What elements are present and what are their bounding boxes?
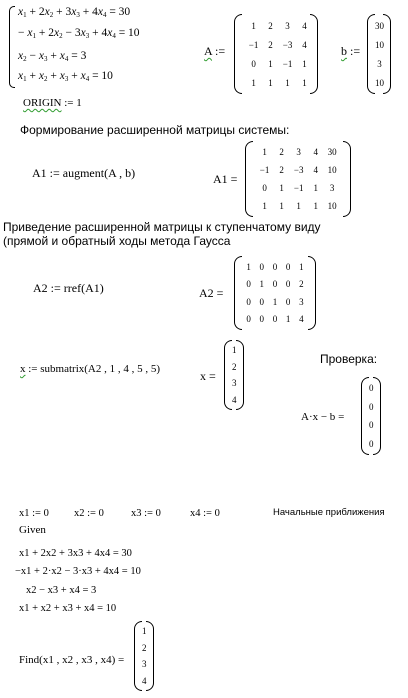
matrix-row	[142, 623, 147, 640]
matrix-cell: 10	[327, 165, 337, 175]
init-x4[interactable]: x4 := 0	[190, 508, 220, 519]
matrix-a[interactable]	[234, 14, 318, 94]
vector-b-name: b	[341, 44, 347, 58]
matrix-cell: 3	[142, 659, 147, 670]
equals-sign: =	[338, 411, 345, 423]
heading-augmented: Формирование расширенной матрицы системы:	[20, 123, 290, 137]
matrix-cell: 1	[262, 201, 267, 211]
matrix-row	[242, 35, 310, 54]
a1-definition[interactable]: A1 := augment(A , b)	[32, 166, 136, 180]
x-result-name: x	[200, 369, 206, 383]
left-paren	[224, 340, 232, 410]
matrix-cell: 3	[299, 296, 304, 307]
matrix-cell: 1	[299, 261, 304, 272]
matrix-cell: 0	[285, 279, 291, 290]
matrix-a1-table	[253, 143, 343, 215]
given-eq-3[interactable]: x2 − x3 + x4 = 3	[26, 585, 97, 596]
left-paren	[234, 14, 242, 94]
system-line-3: $x_2 - x_3 + x_4 = 3$	[18, 50, 87, 63]
check-heading: Проверка:	[320, 352, 378, 366]
right-paren	[310, 14, 318, 94]
matrix-cell: 4	[302, 39, 307, 50]
system-line-2: − $x_1 + 2x_2 - 3x_3 + 4x_4 = 10$	[18, 27, 140, 40]
matrix-cell: 1	[268, 77, 273, 88]
matrix-cell: 0	[251, 58, 256, 69]
check-expression[interactable]	[301, 411, 344, 423]
vector-b[interactable]	[367, 14, 391, 94]
x-name: x	[20, 363, 26, 375]
a2-name: A2	[199, 286, 214, 300]
matrix-cell: 30	[375, 20, 384, 31]
origin-value: 1	[76, 97, 82, 109]
assign-operator: :=	[215, 44, 226, 58]
matrix-row	[375, 73, 384, 92]
right-paren	[343, 141, 351, 217]
right-paren	[146, 621, 154, 691]
left-paren	[361, 377, 369, 455]
right-paren	[236, 340, 244, 410]
matrix-cell: 0	[272, 314, 278, 325]
matrix-cell: 10	[375, 77, 384, 88]
matrix-cell: 4	[232, 394, 237, 405]
vector-b-table	[375, 16, 384, 92]
check-expr: A·x − b	[301, 411, 336, 423]
matrix-row	[253, 143, 343, 161]
matrix-cell: 0	[259, 261, 265, 272]
matrix-cell: −3	[293, 165, 304, 175]
matrix-row	[369, 398, 374, 417]
assign-operator: :=	[64, 97, 74, 109]
matrix-cell: 1	[313, 183, 318, 193]
matrix-cell: 3	[285, 20, 290, 31]
init-x2[interactable]: x2 := 0	[74, 508, 104, 519]
a1-result-label	[213, 172, 237, 187]
given-eq-2[interactable]: −x1 + 2·x2 − 3·x3 + 4x4 = 10	[15, 566, 141, 577]
a1-name: A1	[213, 172, 228, 186]
matrix-row	[242, 293, 308, 311]
matrix-a2-table	[242, 258, 308, 328]
matrix-row	[232, 392, 237, 409]
x-expression: := submatrix(A2 , 1 , 4 , 5 , 5)	[28, 363, 161, 375]
matrix-row	[369, 435, 374, 454]
init-x1[interactable]: x1 := 0	[19, 508, 49, 519]
matrix-cell: 0	[272, 261, 278, 272]
matrix-cell: 3	[329, 183, 335, 193]
matrix-row	[375, 54, 384, 73]
equals-sign: =	[216, 286, 224, 300]
left-paren	[234, 256, 242, 330]
a2-result-label	[199, 286, 223, 301]
matrix-cell: 1	[246, 261, 251, 272]
vector-x-table	[232, 342, 237, 408]
matrix-cell: 3	[296, 147, 301, 157]
matrix-cell: 2	[268, 20, 273, 31]
matrix-cell: 4	[313, 165, 318, 175]
matrix-cell: 4	[313, 147, 318, 157]
matrix-cell: 1	[232, 345, 237, 356]
init-x3[interactable]: x3 := 0	[131, 508, 161, 519]
matrix-row	[375, 35, 384, 54]
matrix-cell: 0	[259, 296, 265, 307]
matrix-cell: 0	[262, 183, 267, 193]
find-table	[142, 623, 147, 689]
check-result-vector[interactable]	[361, 377, 381, 455]
matrix-cell: 1	[285, 314, 291, 325]
x-result-label	[200, 369, 216, 384]
left-paren	[367, 14, 375, 94]
matrix-row	[369, 416, 374, 435]
matrix-cell: 0	[285, 261, 291, 272]
check-table	[369, 379, 374, 453]
matrix-row	[253, 161, 343, 179]
matrix-cell: 1	[279, 201, 284, 211]
matrix-cell: 30	[327, 147, 337, 157]
equals-sign: =	[209, 369, 216, 383]
given-eq-1[interactable]: x1 + 2x2 + 3x3 + 4x4 = 30	[19, 548, 132, 559]
matrix-row	[253, 197, 343, 215]
matrix-row	[242, 73, 310, 92]
matrix-cell: 0	[369, 383, 374, 394]
heading-gauss-line1: Приведение расширенной матрицы к ступенчатому виду	[3, 220, 321, 234]
matrix-cell: 0	[285, 296, 291, 307]
system-line-1: $x_1 + 2x_2 + 3x_3 + 4x_4 = 30$	[18, 6, 131, 19]
find-expression[interactable]: Find(x1 , x2 , x3 , x4) =	[19, 654, 125, 666]
matrix-cell: −1	[282, 58, 293, 69]
given-keyword[interactable]: Given	[19, 524, 46, 536]
matrix-cell: 1	[296, 201, 301, 211]
matrix-cell: 4	[302, 20, 307, 31]
matrix-cell: 1	[313, 201, 318, 211]
matrix-row	[232, 342, 237, 359]
matrix-cell: 1	[262, 147, 267, 157]
matrix-row	[142, 673, 147, 690]
matrix-cell: 2	[279, 165, 284, 175]
matrix-cell: 1	[279, 183, 284, 193]
matrix-cell: 4	[299, 314, 304, 325]
matrix-cell: 0	[246, 296, 251, 307]
origin-name: ORIGIN	[23, 97, 62, 109]
right-paren	[383, 14, 391, 94]
initial-note: Начальные приближения	[273, 507, 385, 518]
right-paren	[373, 377, 381, 455]
x-definition[interactable]	[20, 363, 160, 375]
matrix-row	[242, 258, 308, 276]
matrix-cell: −1	[259, 165, 270, 175]
matrix-cell: 0	[369, 420, 374, 431]
system-brace	[9, 6, 15, 88]
equation-system[interactable]	[0, 0, 180, 92]
matrix-row	[242, 16, 310, 35]
matrix-cell: 0	[369, 401, 374, 412]
matrix-cell: 2	[232, 361, 237, 372]
matrix-row	[242, 276, 308, 294]
origin-definition[interactable]	[23, 97, 82, 109]
matrix-cell: 1	[302, 58, 307, 69]
given-eq-4[interactable]: x1 + x2 + x3 + x4 = 10	[19, 603, 117, 614]
matrix-row	[242, 311, 308, 329]
vector-x[interactable]	[224, 340, 244, 410]
a2-definition[interactable]: A2 := rref(A1)	[33, 281, 104, 295]
matrix-cell: 4	[142, 675, 147, 686]
matrix-cell: 1	[142, 626, 147, 637]
matrix-cell: 0	[246, 314, 251, 325]
matrix-cell: 2	[279, 147, 284, 157]
matrix-row	[142, 656, 147, 673]
matrix-cell: 0	[369, 438, 374, 449]
matrix-cell: −1	[293, 183, 304, 193]
matrix-cell: 1	[285, 77, 290, 88]
matrix-row	[232, 359, 237, 376]
matrix-a-name: A	[204, 44, 213, 58]
matrix-cell: 1	[272, 296, 278, 307]
matrix-cell: 1	[251, 20, 256, 31]
heading-gauss-line2: (прямой и обратный ходы метода Гаусса	[3, 234, 231, 248]
matrix-cell: 0	[272, 279, 278, 290]
matrix-cell: 10	[375, 39, 384, 50]
matrix-a1[interactable]	[245, 141, 351, 217]
matrix-cell: −1	[248, 39, 259, 50]
matrix-cell: 10	[327, 201, 337, 211]
matrix-cell: 0	[259, 314, 265, 325]
matrix-row	[375, 16, 384, 35]
matrix-cell: 1	[268, 58, 273, 69]
matrix-cell: 2	[299, 279, 304, 290]
matrix-cell: 3	[232, 378, 237, 389]
matrix-cell: 2	[268, 39, 273, 50]
left-paren	[245, 141, 253, 217]
system-line-4: $x_1 + x_2 + x_3 + x_4 = 10$	[18, 70, 113, 83]
matrix-cell: 3	[377, 58, 382, 69]
matrix-cell: 1	[302, 77, 307, 88]
matrix-a-table	[242, 16, 310, 92]
matrix-cell: −3	[282, 39, 293, 50]
right-paren	[308, 256, 316, 330]
matrix-a-definition[interactable]	[204, 44, 225, 59]
matrix-row	[253, 179, 343, 197]
equals-sign: =	[230, 172, 238, 186]
matrix-a2[interactable]	[234, 256, 316, 330]
matrix-cell: 0	[246, 279, 251, 290]
left-paren	[134, 621, 142, 691]
vector-b-definition[interactable]	[341, 44, 360, 59]
assign-operator: :=	[350, 44, 361, 58]
matrix-row	[142, 640, 147, 657]
matrix-row	[369, 379, 374, 398]
matrix-cell: 1	[251, 77, 256, 88]
matrix-cell: 1	[259, 279, 265, 290]
matrix-row	[242, 54, 310, 73]
matrix-cell: 2	[142, 642, 147, 653]
matrix-row	[232, 375, 237, 392]
find-result-vector[interactable]	[134, 621, 154, 691]
